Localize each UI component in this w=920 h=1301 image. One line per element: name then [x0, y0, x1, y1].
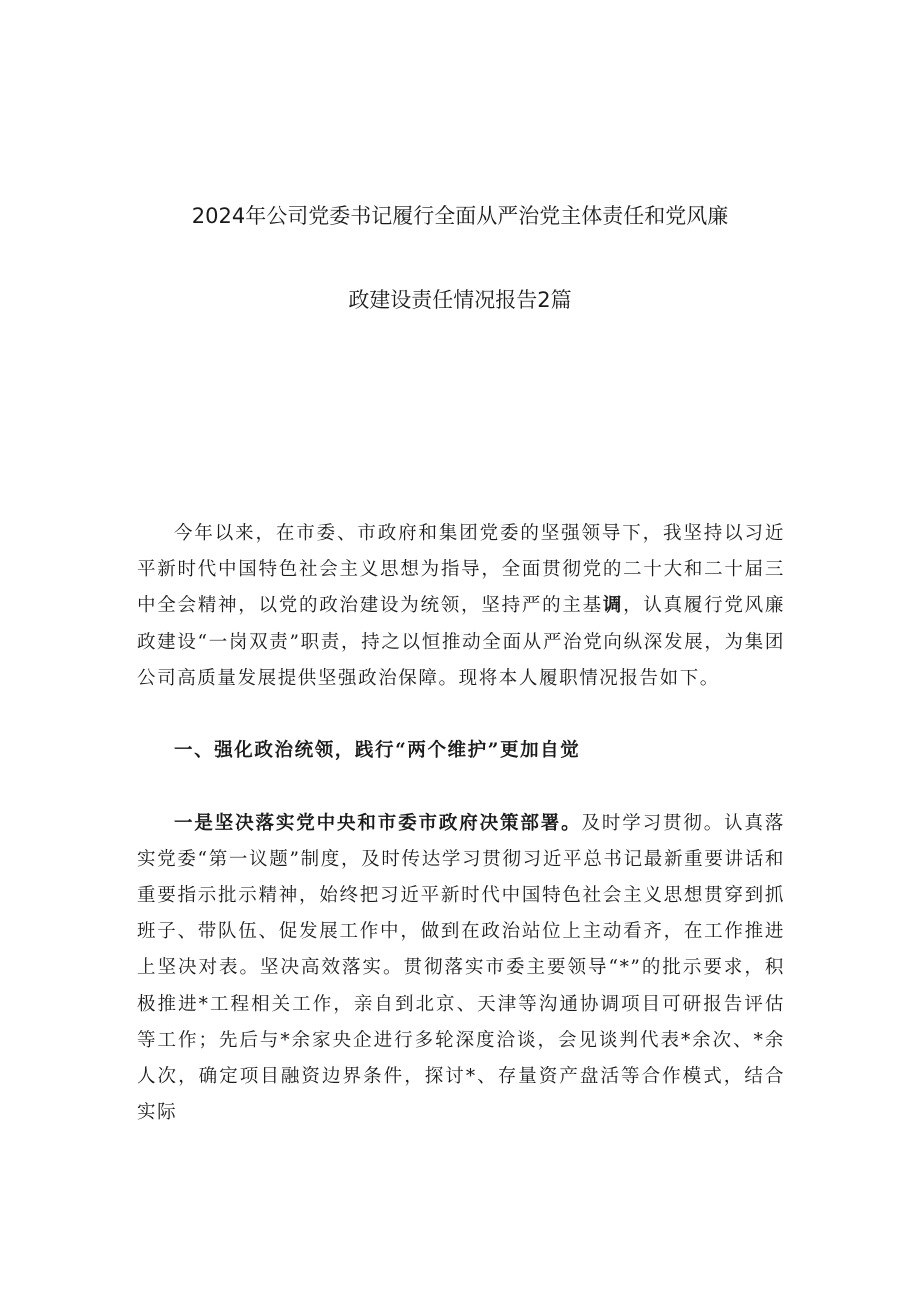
document-body — [137, 516, 785, 1168]
section-1-paragraph-1 — [137, 806, 785, 1132]
intro-paragraph — [137, 516, 785, 697]
intro-text-part-2: ，认真履行党风廉政建设“一岗双责”职责，持之以恒推动全面从严治党向纵深发展，为集团公司高质量发展提供坚强政治保障。现将本人履职情况报告如下。 — [137, 595, 785, 689]
paragraph-lead-sentence: 一是坚决落实党中央和市委市政府决策部署。 — [174, 812, 582, 834]
document-title-line-2: 政建设责任情况报告2篇 — [348, 288, 572, 312]
intro-text-part-1: 今年以来，在市委、市政府和集团党委的坚强领导下，我坚持以习近平新时代中国特色社会主义思想为指导，全面贯彻党的二十大和二十届三中全会精神，以党的政治建设为统领，坚持严的主基 — [137, 523, 785, 617]
section-heading-1: 一、强化政治统领，践行“两个维护”更加自觉 — [174, 740, 581, 762]
intro-bold-char: 调 — [602, 595, 624, 617]
document-title-line-1: 2024年公司党委书记履行全面从严治党主体责任和党风廉 — [191, 204, 729, 228]
paragraph-body-text: 及时学习贯彻。认真落实党委“第一议题”制度，及时传达学习贯彻习近平总书记最新重要讲话和重要指示批示精神，始终把习近平新时代中国特色社会主义思想贯穿到抓班子、带队伍、促发展工作中，做到在政治站位上主动看齐，在工作推进上坚决对表。坚决高效落实。贯彻落实市委主要领导“*”的批示要求，积极推进*工程相关工作，亲自到北京、天津等沟通协调项目可研报告评估等工作；先后与*余家央企进行多轮深度洽谈，会见谈判代表*余次、*余人次，确定项目融资边界条件，探讨*、存量资产盘活等合作模式，结合实际 — [137, 812, 785, 1124]
